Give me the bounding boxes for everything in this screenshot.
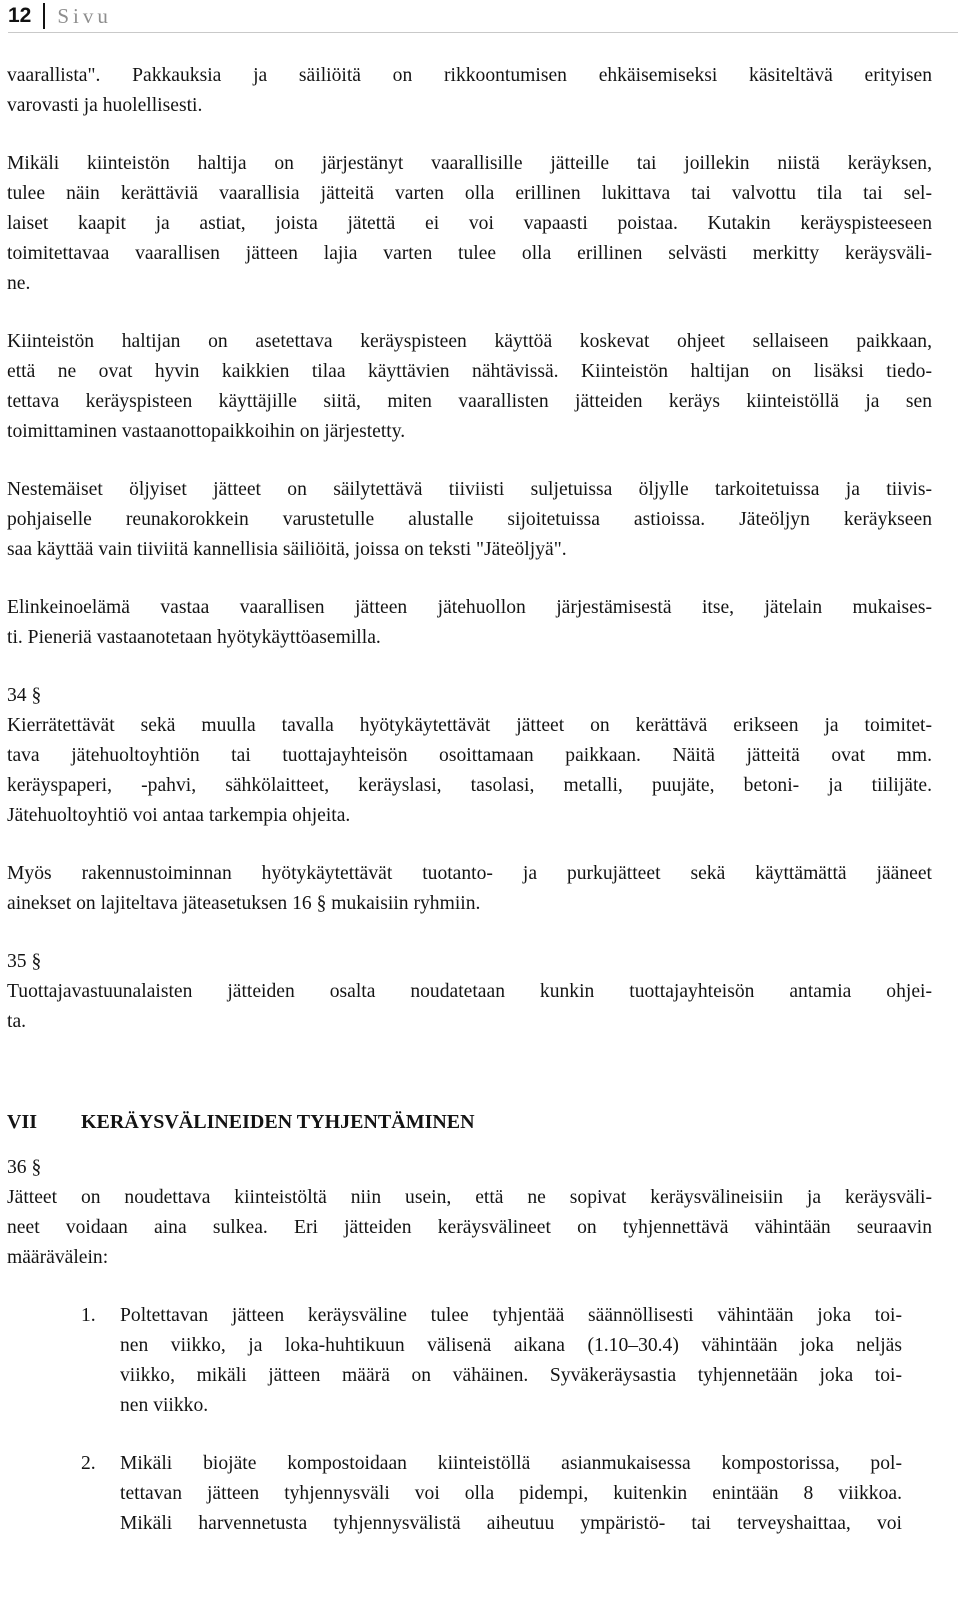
chapter-heading — [7, 1107, 932, 1137]
chapter-title: KERÄYSVÄLINEIDEN TYHJENTÄMINEN — [81, 1111, 475, 1133]
page-header — [8, 0, 958, 33]
line: tava jätehuoltoyhtiön tai tuottajayhteisön osoittamaan paikkaan. Näitä jätteitä ovat mm. — [7, 745, 932, 766]
line: Mikäli biojäte kompostoidaan kiinteistöllä asianmukaisessa kompostorissa, pol- — [120, 1453, 902, 1474]
section-number: 36 § — [7, 1157, 42, 1178]
section-number: 34 § — [7, 685, 42, 706]
section-34 — [7, 681, 932, 831]
line: keräyspaperi, -pahvi, sähkölaitteet, keräyslasi, tasolasi, metalli, puujäte, betoni- ja tiilijäte. — [7, 775, 932, 796]
schedule-list — [7, 1301, 932, 1539]
line: saa käyttää vain tiiviitä kannellisia säiliöitä, joissa on teksti "Jäteöljyä". — [7, 539, 567, 560]
paragraph-5 — [7, 593, 932, 653]
line: Nestemäiset öljyiset jätteet on säilytettävä tiiviisti suljetuissa öljylle tarkoitetuissa ja tiivis- — [7, 479, 932, 500]
line: määrävälein: — [7, 1247, 109, 1268]
line: ti. Pieneriä vastaanotetaan hyötykäyttöasemilla. — [7, 627, 381, 648]
list-item-number: 2. — [81, 1453, 96, 1474]
document-body — [7, 61, 932, 1567]
list-item — [7, 1301, 932, 1421]
line: nen viikko. — [120, 1395, 209, 1416]
line: toimittaminen vastaanottopaikkoihin on järjestetty. — [7, 421, 406, 442]
page-number: 12 — [8, 4, 32, 27]
line: neet voidaan aina sulkea. Eri jätteiden keräysvälineet on tyhjennettävä vähintään seuraavin — [7, 1217, 932, 1238]
line: että ne ovat hyvin kaikkien tilaa käyttävien nähtävissä. Kiinteistön haltijan on lisäksi tiedo- — [7, 361, 932, 382]
line: varovasti ja huolellisesti. — [7, 95, 203, 116]
line: Elinkeinoelämä vastaa vaarallisen jätteen jätehuollon järjestämisestä itse, jätelain mukaises- — [7, 597, 932, 618]
line: Myös rakennustoiminnan hyötykäytettävät tuotanto- ja purkujätteet sekä käyttämättä jääneet — [7, 863, 932, 884]
line: Jätteet on noudettava kiinteistöltä niin usein, että ne sopivat keräysvälineisiin ja keräysväli- — [7, 1187, 932, 1208]
line: Kiinteistön haltijan on asetettava keräyspisteen käyttöä koskevat ohjeet sellaiseen paikkaan, — [7, 331, 932, 352]
list-item-text — [120, 1449, 902, 1539]
line: Poltettavan jätteen keräysväline tulee tyhjentää säännöllisesti vähintään joka toi- — [120, 1305, 902, 1326]
list-item — [7, 1449, 932, 1539]
line: ne. — [7, 273, 31, 294]
line: tulee näin kerättäviä vaarallisia jätteitä varten olla erillinen lukittava tai valvottu tila tai sel- — [7, 183, 932, 204]
line: Tuottajavastuunalaisten jätteiden osalta noudatetaan kunkin tuottajayhteisön antamia ohjei- — [7, 981, 932, 1002]
paragraph-4 — [7, 475, 932, 565]
line: viikko, mikäli jätteen määrä on vähäinen. Syväkeräysastia tyhjennetään joka toi- — [120, 1365, 902, 1386]
list-item-text — [120, 1301, 902, 1421]
line: Mikäli kiinteistön haltija on järjestänyt vaarallisille jätteille tai joillekin niistä keräyksen, — [7, 153, 932, 174]
line: nen viikko, ja loka-huhtikuun välisenä aikana (1.10–30.4) vähintään joka neljäs — [120, 1335, 902, 1356]
list-item-number: 1. — [81, 1305, 96, 1326]
line: toimitettavaa vaarallisen jätteen lajia varten tulee olla erillinen selvästi merkitty keräysväli- — [7, 243, 932, 264]
chapter-number: VII — [7, 1111, 38, 1133]
line: pohjaiselle reunakorokkein varustetulle alustalle sijoitetuissa astioissa. Jäteöljyn keräykseen — [7, 509, 932, 530]
section-35 — [7, 947, 932, 1037]
line: vaarallista". Pakkauksia ja säiliöitä on rikkoontumisen ehkäisemiseksi käsiteltävä erityisen — [7, 65, 932, 86]
line: laiset kaapit ja astiat, joista jätettä ei voi vapaasti poistaa. Kutakin keräyspisteeseen — [7, 213, 932, 234]
line: Jätehuoltoyhtiö voi antaa tarkempia ohjeita. — [7, 805, 351, 826]
line: ta. — [7, 1011, 27, 1032]
paragraph-1 — [7, 61, 932, 121]
paragraph-7 — [7, 859, 932, 919]
paragraph-2 — [7, 149, 932, 299]
line: tettavan jätteen tyhjennysväli voi olla pidempi, kuitenkin enintään 8 viikkoa. — [120, 1483, 902, 1504]
paragraph-3 — [7, 327, 932, 447]
section-36 — [7, 1153, 932, 1273]
line: tettava keräyspisteen käyttäjille siitä, miten vaarallisten jätteiden keräys kiinteistöllä ja sen — [7, 391, 932, 412]
line: Kierrätettävät sekä muulla tavalla hyötykäytettävät jätteet on kerättävä erikseen ja toimitet- — [7, 715, 932, 736]
section-number: 35 § — [7, 951, 42, 972]
header-divider — [43, 3, 45, 29]
line: ainekset on lajiteltava jäteasetuksen 16 § mukaisiin ryhmiin. — [7, 893, 481, 914]
page-label: Sivu — [57, 4, 112, 28]
line: Mikäli harvennetusta tyhjennysvälistä aiheutuu ympäristö- tai terveyshaittaa, voi — [120, 1513, 902, 1534]
